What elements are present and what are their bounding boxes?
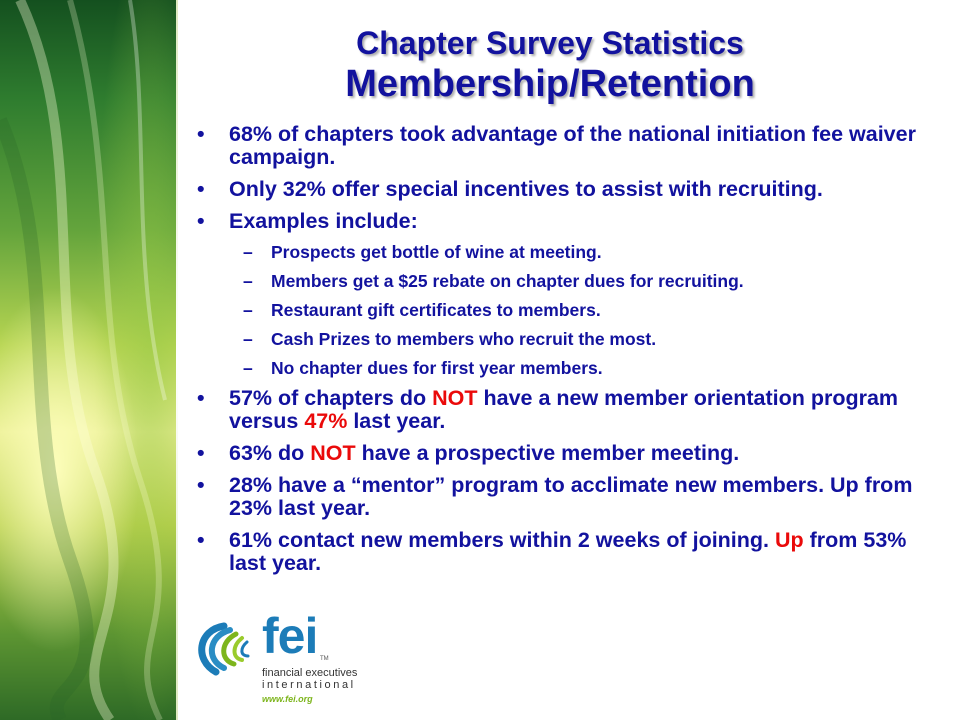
bullet-marker: • [197,473,205,497]
bullet-text-middle: have a new member orientation program versus [229,386,899,433]
bullet-text: Examples include: [229,209,418,233]
sidebar-streaks [0,0,178,720]
bullet-mentor-program [195,474,935,520]
sub-bullet-text: Prospects get bottle of wine at meeting. [271,242,602,262]
sub-bullet-example [195,300,935,320]
bullet-marker: • [197,386,205,410]
bullet-text-end: from 53% last year. [229,528,907,575]
bullet-text-start: 61% contact new members within 2 weeks of joining. [229,528,775,552]
bullet-text: 28% have a “mentor” program to acclimate new members. Up from 23% last year. [229,473,913,520]
sub-bullet-text: Cash Prizes to members who recruit the most. [271,329,657,349]
sub-bullet-text: No chapter dues for first year members. [271,358,603,378]
sub-bullet-example [195,329,935,349]
bullet-marker: • [197,122,205,146]
logo-subtitle-2: international [262,679,356,691]
bullet-text-end: have a prospective member meeting. [355,441,740,465]
logo-wordmark: fei [262,608,318,664]
bullet-text-start: 63% do [229,441,311,465]
emphasis-not: NOT [310,441,356,465]
bullet-incentives [195,178,935,201]
bullet-contact-new-members [195,529,935,575]
bullet-text: 68% of chapters took advantage of the national initiation fee waiver campaign. [229,122,916,169]
bullet-marker: • [197,441,205,465]
decorative-sidebar [0,0,178,720]
logo-subtitle-1: financial executives [262,667,358,679]
bullet-orientation-program [195,387,935,433]
sub-bullet-example [195,358,935,378]
sidebar-edge [176,0,178,720]
logo-trademark: TM [320,656,329,662]
sub-bullet-marker: – [243,329,253,349]
bullet-marker: • [197,209,205,233]
slide-title [240,24,860,106]
sub-bullet-text: Members get a $25 rebate on chapter dues for recruiting. [271,271,744,291]
bullet-marker: • [197,177,205,201]
sub-bullet-marker: – [243,300,253,320]
sub-bullet-marker: – [243,358,253,378]
title-line-2: Membership/Retention [345,63,755,105]
emphasis-percent: 47% [304,409,348,433]
sub-bullet-example [195,242,935,262]
logo-url: www.fei.org [262,694,313,704]
emphasis-up: Up [775,528,804,552]
sub-bullet-marker: – [243,271,253,291]
bullet-text-end: last year. [347,409,446,433]
bullet-text-start: 57% of chapters do [229,386,433,410]
title-line-1: Chapter Survey Statistics [356,25,744,61]
slide-body [195,123,935,584]
bullet-prospective-meeting [195,442,935,465]
bullet-text: Only 32% offer special incentives to assist with recruiting. [229,177,823,201]
sub-bullet-example [195,271,935,291]
sub-bullet-text: Restaurant gift certificates to members. [271,300,601,320]
bullet-fee-waiver [195,123,935,169]
emphasis-not: NOT [432,386,478,410]
bullet-examples-heading [195,210,935,233]
sub-bullet-marker: – [243,242,253,262]
bullet-marker: • [197,528,205,552]
